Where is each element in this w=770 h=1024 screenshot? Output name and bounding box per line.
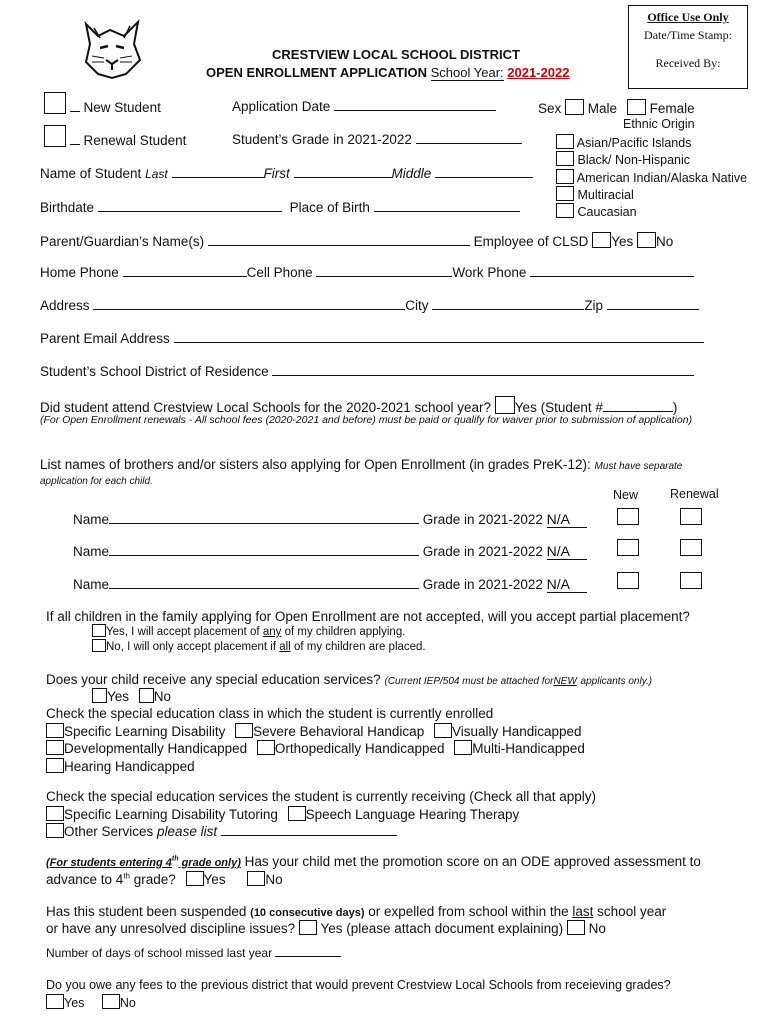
fees-answer: Yes No — [46, 994, 136, 1010]
special-ed-class-question: Check the special education class in which the student is currently enrolled — [46, 706, 494, 721]
suspension-answer: or have any unresolved discipline issues? Yes (please attach document explaining) No — [46, 921, 606, 936]
fees-question: Do you owe any fees to the previous district that would prevent Crestview Local Schools from receieving grades? — [46, 978, 671, 992]
sped-yes-checkbox[interactable] — [92, 688, 107, 703]
female-checkbox[interactable] — [627, 99, 646, 115]
new-student-checkbox[interactable] — [44, 92, 66, 114]
ethnic-option[interactable]: Asian/Pacific Islands — [556, 134, 747, 151]
sibling-row[interactable]: Name Grade in 2021-2022 N/A — [73, 576, 587, 593]
employee-no-checkbox[interactable] — [637, 232, 656, 248]
sibling-row[interactable]: Name Grade in 2021-2022 N/A — [73, 511, 587, 528]
promotion-yes-checkbox[interactable] — [186, 871, 204, 886]
special-ed-class-row: Hearing Handicapped — [46, 758, 195, 774]
fees-no-checkbox[interactable] — [102, 994, 120, 1009]
date-time-stamp: Date/Time Stamp: — [644, 28, 732, 42]
suspension-question: Has this student been suspended (10 consecutive days) or expelled from school within the last school year — [46, 904, 667, 919]
sibling-new-checkbox[interactable] — [617, 539, 639, 556]
student-name-field[interactable]: Name of Student Last First Middle — [40, 166, 533, 181]
special-ed-yes-no: Yes No — [92, 688, 171, 704]
siblings-instructions: List names of brothers and/or sisters also applying for Open Enrollment (in grades PreK-12): Must have separate application for each child. — [40, 457, 683, 487]
phone-fields[interactable]: Home Phone Cell Phone Work Phone — [40, 265, 694, 280]
other-services-field[interactable]: Other Services please list — [46, 823, 397, 839]
office-use-box — [628, 5, 748, 89]
address-fields[interactable]: Address City Zip — [40, 298, 699, 313]
sibling-renewal-checkbox[interactable] — [680, 539, 702, 556]
renewal-fees-note: (For Open Enrollment renewals - All school fees (2020-2021 and before) must be paid or qualify for waiver prior to submission of application) — [40, 414, 693, 426]
male-checkbox[interactable] — [565, 99, 584, 115]
ethnic-origin-label: Ethnic Origin — [623, 117, 695, 131]
promotion-no-checkbox[interactable] — [247, 871, 265, 886]
renewal-column-header: Renewal — [670, 487, 719, 501]
student-number-field[interactable] — [603, 411, 673, 412]
sibling-new-checkbox[interactable] — [617, 572, 639, 589]
ethnic-option[interactable]: Caucasian — [556, 203, 747, 220]
grade-field[interactable]: Student’s Grade in 2021-2022 — [232, 132, 522, 147]
days-missed-field[interactable]: Number of days of school missed last year — [46, 946, 341, 960]
promotion-question: (For students entering 4th grade only) Has your child met the promotion score on an ODE approved assessment to — [46, 854, 701, 869]
attended-yes-checkbox[interactable] — [495, 396, 515, 414]
suspension-no-checkbox[interactable] — [567, 920, 585, 935]
sibling-new-checkbox[interactable] — [617, 508, 639, 525]
special-ed-class-row: Developmentally Handicapped Orthopedically Handicapped Multi-Handicapped — [46, 740, 585, 756]
office-use-title: Office Use Only — [647, 10, 729, 24]
parent-email-field[interactable]: Parent Email Address — [40, 331, 704, 346]
sex-field: Sex Male Female — [538, 101, 695, 116]
renewal-student-checkbox[interactable] — [44, 125, 66, 147]
application-date-field[interactable]: Application Date — [232, 99, 496, 114]
new-student-option[interactable]: New Student — [44, 92, 161, 115]
promotion-answer: advance to 4th grade? Yes No — [46, 871, 283, 887]
sibling-renewal-checkbox[interactable] — [680, 572, 702, 589]
form-title: OPEN ENROLLMENT APPLICATION School Year: 2021-2022 — [206, 65, 570, 80]
school-year: 2021-2022 — [507, 65, 570, 80]
fees-yes-checkbox[interactable] — [46, 994, 64, 1009]
ethnic-option[interactable]: American Indian/Alaska Native — [556, 169, 747, 186]
sped-no-checkbox[interactable] — [139, 688, 154, 703]
sibling-renewal-checkbox[interactable] — [680, 508, 702, 525]
wildcat-logo-icon — [80, 16, 144, 80]
special-ed-question: Does your child receive any special education services? (Current IEP/504 must be attached forNEW applicants only.) — [46, 672, 653, 687]
parent-name-field[interactable]: Parent/Guardian’s Name(s) Employee of CLSD Yes No — [40, 234, 674, 249]
suspension-yes-checkbox[interactable] — [299, 920, 317, 935]
ethnic-options — [556, 134, 747, 220]
sibling-row[interactable]: Name Grade in 2021-2022 N/A — [73, 543, 587, 560]
district-name: CRESTVIEW LOCAL SCHOOL DISTRICT — [272, 47, 520, 62]
ethnic-option[interactable]: Multiracial — [556, 186, 747, 203]
partial-placement-question: If all children in the family applying for Open Enrollment are not accepted, will you accept partial placement? — [46, 609, 690, 624]
school-year-label: School Year: — [430, 65, 504, 80]
received-by: Received By: — [655, 56, 721, 70]
new-column-header: New — [613, 488, 639, 502]
attended-crestview-question: Did student attend Crestview Local Schools for the 2020-2021 school year? Yes (Student # ) — [40, 396, 677, 415]
district-residence-field[interactable]: Student’s School District of Residence — [40, 364, 694, 379]
partial-yes-option[interactable]: Yes, I will accept placement of any of my children applying. — [92, 624, 405, 638]
ethnic-option[interactable]: Black/ Non-Hispanic — [556, 151, 747, 168]
employee-yes-checkbox[interactable] — [592, 232, 611, 248]
birthdate-field[interactable]: Birthdate Place of Birth — [40, 200, 520, 215]
special-ed-services-row: Specific Learning Disability Tutoring Speech Language Hearing Therapy — [46, 806, 519, 822]
renewal-student-option[interactable]: Renewal Student — [44, 125, 186, 148]
special-ed-class-row: Specific Learning Disability Severe Behavioral Handicap Visually Handicapped — [46, 723, 582, 739]
special-ed-services-question: Check the special education services the student is currently receiving (Check all that apply) — [46, 789, 597, 804]
partial-no-option[interactable]: No, I will only accept placement if all of my children are placed. — [92, 639, 426, 653]
